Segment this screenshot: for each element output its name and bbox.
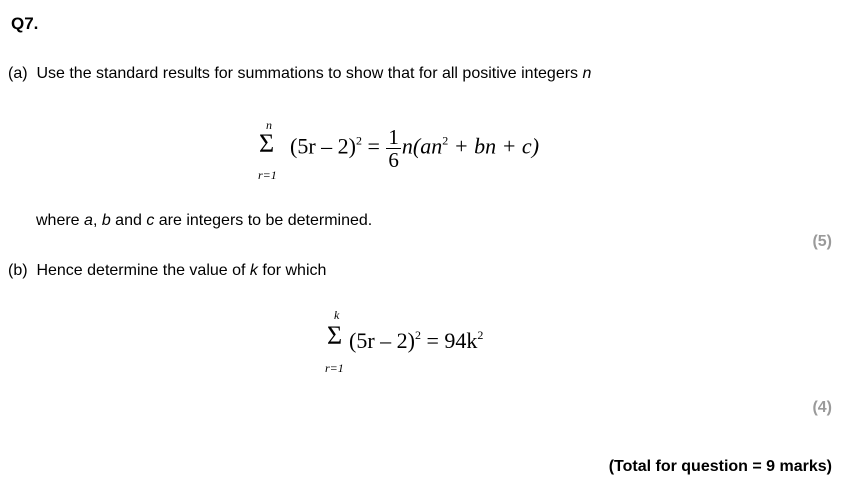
equals-sign: =	[367, 133, 380, 159]
part-b-statement	[8, 262, 326, 280]
rhs-pre: n(an	[401, 133, 443, 159]
total-marks: (Total for question = 9 marks)	[608, 458, 832, 475]
part-a-label: (a)	[8, 65, 28, 82]
where-post: are integers to be determined.	[154, 212, 373, 229]
where-pre: where	[36, 212, 85, 229]
part-b-var-k: k	[249, 262, 258, 279]
fraction-one-sixth	[386, 126, 401, 171]
formula-b	[323, 308, 543, 378]
rhs-power: 2	[442, 133, 449, 148]
lhs-term: (5r – 2)	[290, 133, 356, 159]
part-a-text: Use the standard results for summations to show that for all positive integers	[36, 65, 583, 82]
formula-a	[255, 118, 595, 186]
sigma-symbol: Σ	[327, 321, 343, 350]
sum-lower-limit: r=1	[325, 361, 344, 375]
part-b-label: (b)	[8, 262, 28, 279]
var-a: a	[84, 212, 93, 229]
sigma-symbol: Σ	[259, 129, 275, 158]
sum-upper-limit: k	[334, 308, 340, 322]
var-b: b	[101, 212, 111, 229]
comma: ,	[92, 212, 102, 229]
rhs-term: = 94k	[420, 328, 478, 353]
part-a-var-n: n	[582, 65, 592, 82]
question-title: Q7.	[11, 14, 39, 33]
summation-expression	[349, 328, 483, 354]
where-text	[36, 212, 372, 230]
rhs-power: 2	[477, 328, 484, 342]
sum-upper-limit: n	[266, 118, 272, 132]
rhs-post: + bn + c)	[448, 133, 540, 159]
and-text: and	[110, 212, 147, 229]
part-b-text-before: Hence determine the value of	[36, 262, 250, 279]
lhs-power: 2	[414, 328, 421, 342]
fraction-denominator: 6	[388, 148, 399, 172]
part-a-statement	[8, 65, 591, 83]
var-c: c	[146, 212, 155, 229]
lhs-term: (5r – 2)	[349, 328, 415, 353]
sum-lower-limit: r=1	[258, 168, 277, 182]
summation-expression	[290, 126, 539, 171]
part-b-text-after: for which	[257, 262, 327, 279]
marks-part-b: (4)	[812, 399, 832, 416]
fraction-numerator: 1	[388, 125, 399, 149]
lhs-power: 2	[355, 133, 362, 148]
marks-part-a: (5)	[812, 233, 832, 250]
